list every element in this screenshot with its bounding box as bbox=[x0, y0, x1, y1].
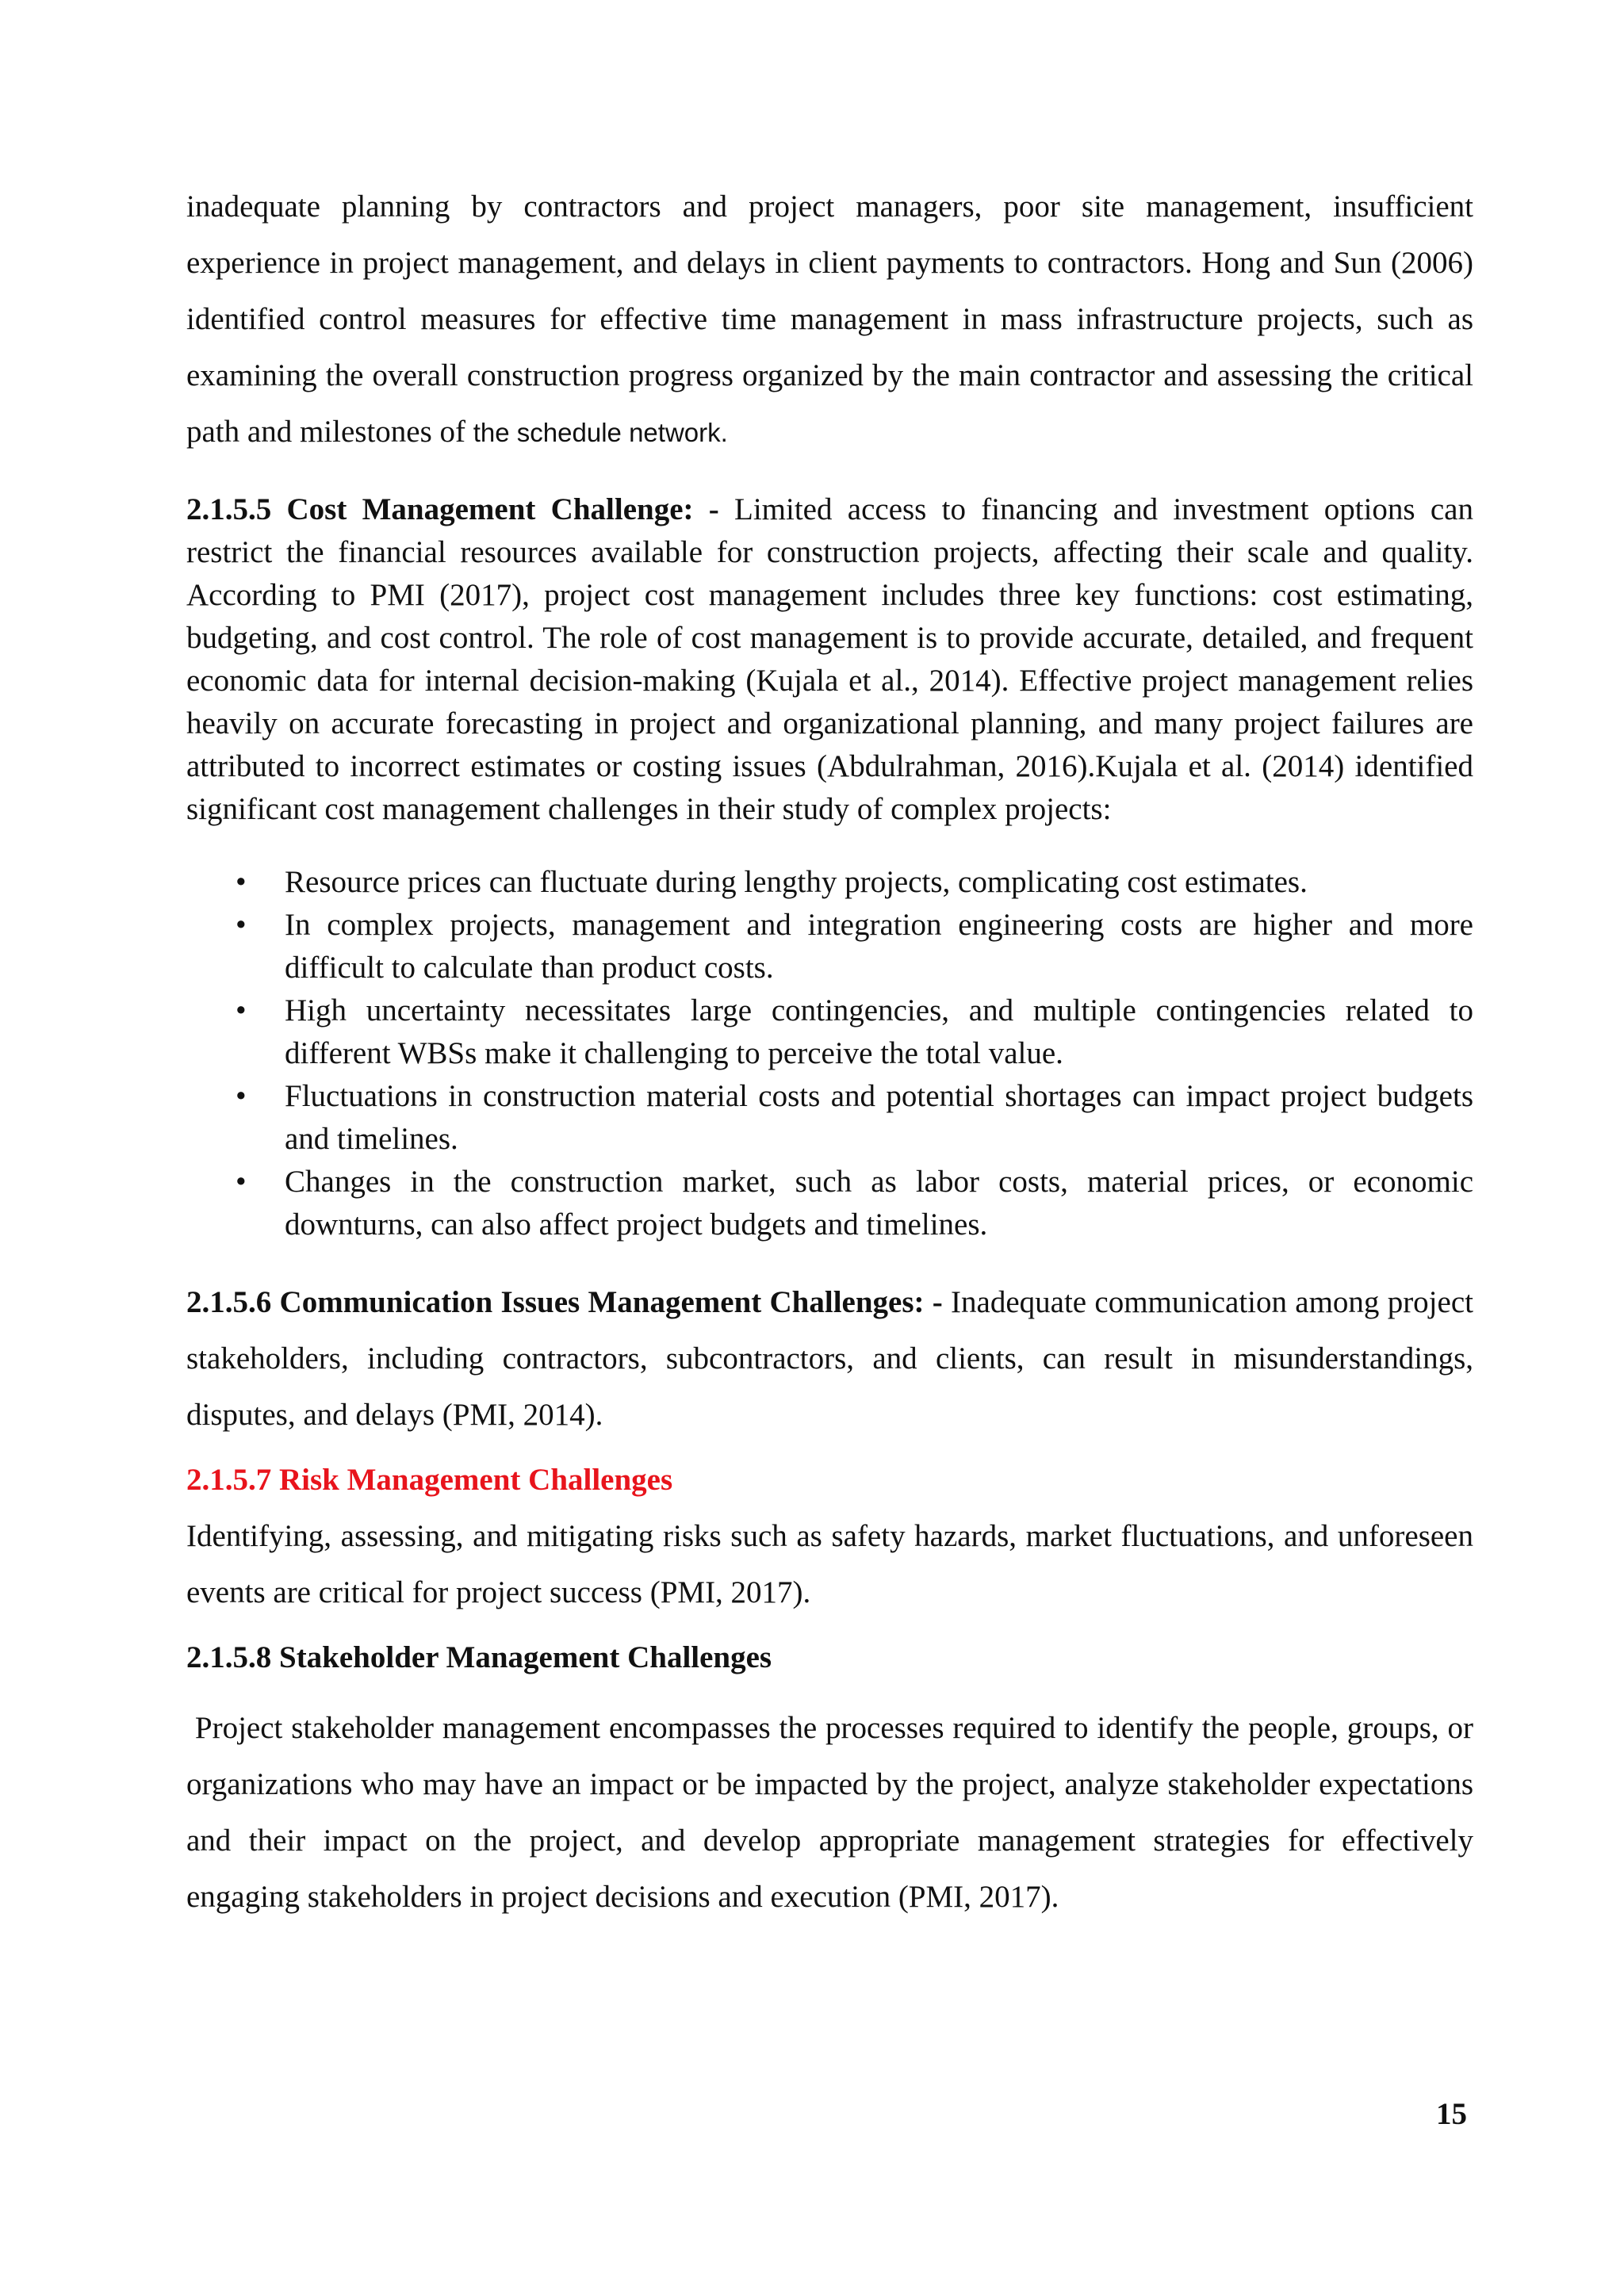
communication-text: Inadequate communication among project stakeholders, including contractors, subcontractors, and clients, can result in misunderstandings, disputes, and delays (PMI, 2014). bbox=[186, 1285, 1473, 1432]
bullet-icon: • bbox=[236, 1165, 247, 1199]
communication-heading: 2.1.5.6 Communication Issues Management Challenges: - bbox=[186, 1285, 943, 1319]
cost-challenges-list bbox=[186, 861, 1473, 1246]
list-item bbox=[186, 1075, 1473, 1161]
stakeholder-text: Project stakeholder management encompasses the processes required to identify the people, groups, or organizations who may have an impact or be impacted by the project, analyze stakeholder expectations and their impact on the project, and develop appropriate management strategies for effectively engaging stakeholders in project decisions and execution (PMI, 2017). bbox=[186, 1711, 1481, 1914]
bullet-icon: • bbox=[236, 908, 247, 942]
list-item-text: High uncertainty necessitates large contingencies, and multiple contingencies related to different WBSs make it challenging to perceive the total value. bbox=[285, 993, 1473, 1070]
risk-heading: 2.1.5.7 Risk Management Challenges bbox=[186, 1463, 673, 1497]
list-item bbox=[186, 861, 1473, 904]
list-item-text: Changes in the construction market, such as labor costs, material prices, or economic downturns, can also affect project budgets and timelines. bbox=[285, 1165, 1473, 1242]
page-number: 15 bbox=[1436, 2097, 1467, 2131]
bullet-icon: • bbox=[236, 865, 247, 899]
page-body bbox=[186, 178, 1481, 1925]
list-item-text: Resource prices can fluctuate during lengthy projects, complicating cost estimates. bbox=[285, 865, 1308, 899]
cost-heading: 2.1.5.5 Cost Management Challenge: - bbox=[186, 492, 719, 526]
intro-paragraph bbox=[186, 178, 1473, 461]
stakeholder-heading: 2.1.5.8 Stakeholder Management Challenges bbox=[186, 1640, 772, 1674]
cost-paragraph bbox=[186, 488, 1473, 831]
stakeholder-paragraph bbox=[186, 1700, 1481, 1925]
bullet-icon: • bbox=[236, 1079, 247, 1113]
list-item bbox=[186, 904, 1473, 989]
list-item bbox=[186, 1161, 1473, 1246]
cost-text: Limited access to financing and investment options can restrict the financial resources available for construction projects, affecting their scale and quality. According to PMI (2017), project cost management includes three key functions: cost estimating, budgeting, and cost control. The role of cost management is to provide accurate, detailed, and frequent economic data for internal decision-making (Kujala et al., 2014). Effective project management relies heavily on accurate forecasting in project and organizational planning, and many project failures are attributed to incorrect estimates or costing issues (Abdulrahman, 2016).Kujala et al. (2014) identified significant cost management challenges in their study of complex projects: bbox=[186, 492, 1473, 826]
communication-paragraph bbox=[186, 1274, 1473, 1443]
list-item-text: In complex projects, management and integration engineering costs are higher and more difficult to calculate than product costs. bbox=[285, 908, 1473, 985]
risk-paragraph: Identifying, assessing, and mitigating risks such as safety hazards, market fluctuations, and unforeseen events are critical for project success (PMI, 2017). bbox=[186, 1519, 1473, 1609]
list-item bbox=[186, 989, 1473, 1075]
bullet-icon: • bbox=[236, 993, 247, 1027]
intro-tail-text: the schedule network. bbox=[473, 418, 728, 447]
intro-text: inadequate planning by contractors and project managers, poor site management, insufficient experience in project management, and delays in client payments to contractors. Hong and Sun (2006) identified control measures for effective time management in mass infrastructure projects, such as examining the overall construction progress organized by the main contractor and assessing the critical path and milestones of bbox=[186, 189, 1473, 449]
list-item-text: Fluctuations in construction material costs and potential shortages can impact project budgets and timelines. bbox=[285, 1079, 1473, 1156]
